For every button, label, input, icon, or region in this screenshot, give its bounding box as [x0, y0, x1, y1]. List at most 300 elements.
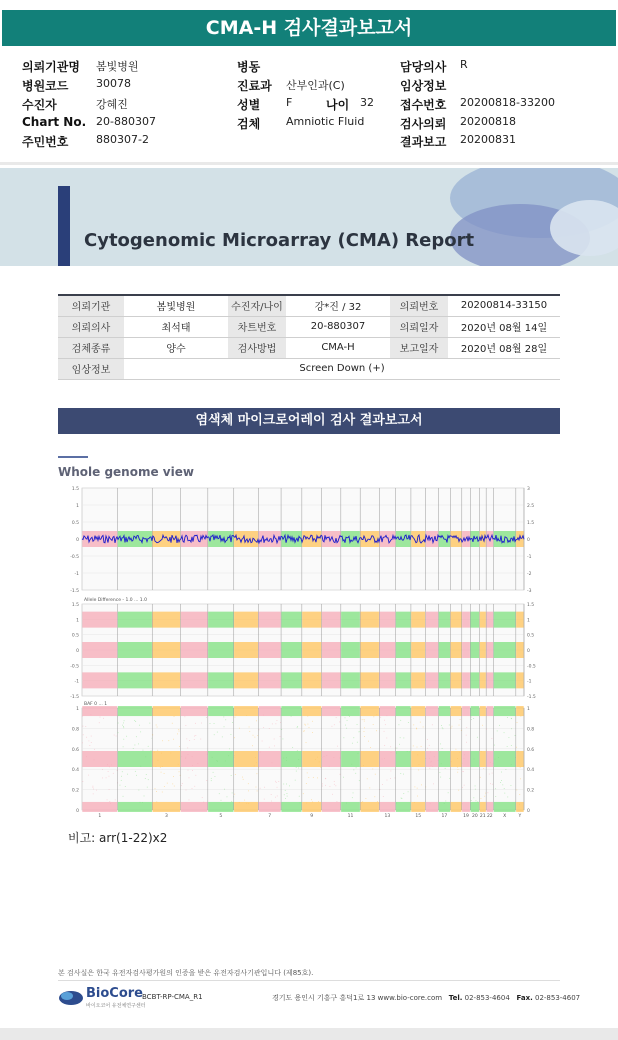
data-point: [329, 766, 330, 767]
section-heading: 염색체 마이크로어레이 검사 결과보고서: [58, 408, 560, 434]
data-point: [307, 716, 308, 717]
data-point: [372, 769, 373, 770]
data-point: [83, 726, 84, 727]
data-point: [322, 786, 323, 787]
info-value: 최석태: [124, 316, 228, 337]
divider: [0, 162, 618, 165]
data-point: [401, 798, 402, 799]
data-point: [90, 714, 91, 715]
data-band: [439, 612, 450, 628]
data-point: [125, 786, 126, 787]
y-tick-label: 0: [76, 538, 79, 543]
data-point: [161, 753, 162, 754]
data-band: [302, 751, 321, 767]
info-label: 의뢰기관: [58, 295, 124, 316]
data-point: [519, 794, 520, 795]
data-point: [376, 730, 377, 731]
data-point: [483, 768, 484, 769]
data-point: [83, 734, 84, 735]
data-band: [494, 751, 516, 767]
data-point: [352, 743, 353, 744]
data-point: [347, 720, 348, 721]
data-band: [281, 706, 301, 716]
data-point: [311, 799, 312, 800]
data-point: [334, 781, 335, 782]
data-point: [109, 766, 110, 767]
y2-tick-label: 3: [527, 487, 530, 492]
y2-tick-label: 0.8: [527, 727, 535, 733]
chromosome-label: X: [503, 814, 507, 819]
y2-tick-label: 0: [527, 649, 530, 654]
data-point: [124, 720, 125, 721]
data-band: [234, 642, 258, 658]
data-point: [217, 732, 218, 733]
info-value: 2020년 08월 28일: [448, 337, 560, 358]
data-band: [208, 706, 233, 716]
info-value: 2020년 08월 14일: [448, 316, 560, 337]
data-point: [317, 757, 318, 758]
data-point: [427, 739, 428, 740]
data-point: [287, 796, 288, 797]
data-point: [322, 783, 323, 784]
header-label: 검사의뢰: [400, 117, 447, 131]
data-point: [315, 759, 316, 760]
data-point: [511, 728, 512, 729]
header-value: 32: [360, 96, 374, 109]
data-point: [358, 753, 359, 754]
data-point: [296, 767, 297, 768]
data-band: [82, 612, 117, 628]
data-point: [145, 756, 146, 757]
header-label: 수진자: [22, 98, 57, 112]
data-point: [486, 729, 487, 730]
data-point: [269, 747, 270, 748]
data-point: [287, 793, 288, 794]
data-point: [253, 735, 254, 736]
data-point: [325, 778, 326, 779]
data-point: [296, 771, 297, 772]
y-tick-label: -1.5: [70, 589, 79, 594]
data-point: [515, 735, 516, 736]
data-point: [243, 779, 244, 780]
data-point: [173, 739, 174, 740]
data-band: [302, 706, 321, 716]
data-point: [433, 783, 434, 784]
data-point: [499, 725, 500, 726]
data-point: [390, 778, 391, 779]
data-point: [135, 721, 136, 722]
data-point: [155, 766, 156, 767]
tel-label: Tel.: [448, 994, 463, 1002]
data-point: [421, 784, 422, 785]
data-point: [457, 758, 458, 759]
data-point: [133, 748, 134, 749]
data-point: [276, 782, 277, 783]
data-point: [334, 784, 335, 785]
data-point: [380, 717, 381, 718]
data-point: [208, 752, 209, 753]
data-point: [262, 741, 263, 742]
data-point: [248, 783, 249, 784]
data-point: [106, 777, 107, 778]
data-point: [93, 789, 94, 790]
data-band: [411, 612, 425, 628]
data-point: [511, 785, 512, 786]
data-point: [475, 786, 476, 787]
header-value: 880307-2: [96, 133, 149, 146]
data-point: [118, 723, 119, 724]
data-band: [341, 706, 360, 716]
data-point: [337, 801, 338, 802]
data-band: [281, 802, 301, 812]
data-band: [516, 706, 524, 716]
data-band: [360, 642, 378, 658]
document-code: BCBT-RP-CMA_R1: [142, 993, 203, 1001]
data-band: [396, 642, 411, 658]
data-point: [286, 760, 287, 761]
bottom-band: [0, 1028, 618, 1040]
data-band: [439, 706, 450, 716]
data-point: [353, 737, 354, 738]
data-band: [516, 642, 524, 658]
data-band: [380, 672, 396, 688]
data-point: [206, 717, 207, 718]
data-band: [380, 706, 396, 716]
data-point: [257, 791, 258, 792]
data-point: [418, 770, 419, 771]
data-point: [305, 725, 306, 726]
data-band: [208, 751, 233, 767]
data-point: [458, 790, 459, 791]
data-point: [162, 740, 163, 741]
data-point: [234, 737, 235, 738]
data-band: [480, 751, 486, 767]
data-point: [154, 752, 155, 753]
patient-header: [0, 52, 618, 162]
data-point: [400, 737, 401, 738]
data-point: [308, 777, 309, 778]
data-point: [255, 757, 256, 758]
logo-name: BioCore: [86, 986, 143, 1001]
data-point: [343, 737, 344, 738]
data-point: [91, 742, 92, 743]
data-band: [281, 751, 301, 767]
data-point: [192, 765, 193, 766]
data-band: [480, 672, 486, 688]
data-band: [439, 751, 450, 767]
data-band: [411, 706, 425, 716]
data-point: [225, 719, 226, 720]
data-band: [259, 672, 281, 688]
data-point: [351, 764, 352, 765]
data-point: [254, 737, 255, 738]
data-point: [511, 718, 512, 719]
data-point: [214, 734, 215, 735]
data-band: [486, 706, 493, 716]
data-point: [501, 780, 502, 781]
data-point: [432, 724, 433, 725]
info-value: 20-880307: [286, 316, 390, 337]
whole-genome-title: Whole genome view: [58, 465, 194, 479]
data-point: [429, 758, 430, 759]
y2-tick-label: 0: [527, 538, 530, 543]
data-point: [212, 757, 213, 758]
info-value: CMA-H: [286, 337, 390, 358]
data-band: [486, 612, 493, 628]
data-point: [235, 774, 236, 775]
data-point: [451, 761, 452, 762]
data-point: [263, 715, 264, 716]
data-point: [156, 802, 157, 803]
info-label: 차트번호: [228, 316, 286, 337]
data-point: [364, 731, 365, 732]
data-point: [516, 790, 517, 791]
data-point: [142, 802, 143, 803]
data-point: [283, 784, 284, 785]
data-point: [298, 759, 299, 760]
info-label: 의뢰번호: [390, 295, 448, 316]
data-point: [495, 796, 496, 797]
data-point: [96, 790, 97, 791]
data-point: [369, 787, 370, 788]
data-point: [123, 796, 124, 797]
biocore-logo: [58, 986, 146, 1010]
data-point: [177, 734, 178, 735]
data-point: [429, 745, 430, 746]
y2-tick-label: -2: [527, 572, 532, 577]
y2-tick-label: 1: [527, 707, 530, 712]
data-point: [157, 750, 158, 751]
footer-divider: [58, 980, 560, 981]
data-point: [420, 722, 421, 723]
data-point: [156, 725, 157, 726]
data-point: [476, 800, 477, 801]
accreditation-note: 본 검사실은 한국 유전자검사평가원의 인증을 받은 유전자검사기관입니다 (제85호).: [58, 969, 314, 977]
data-point: [85, 726, 86, 727]
data-point: [254, 765, 255, 766]
data-point: [118, 732, 119, 733]
data-point: [86, 756, 87, 757]
data-band: [341, 612, 360, 628]
data-point: [143, 750, 144, 751]
data-point: [152, 734, 153, 735]
data-point: [229, 748, 230, 749]
whole-genome-plot: [60, 484, 546, 820]
data-point: [109, 801, 110, 802]
data-point: [356, 767, 357, 768]
data-point: [319, 761, 320, 762]
data-point: [336, 717, 337, 718]
data-point: [466, 727, 467, 728]
data-point: [234, 755, 235, 756]
data-point: [359, 780, 360, 781]
data-band: [208, 672, 233, 688]
data-band: [380, 612, 396, 628]
data-band: [396, 802, 411, 812]
data-band: [181, 672, 208, 688]
data-point: [149, 723, 150, 724]
data-point: [364, 736, 365, 737]
data-point: [343, 777, 344, 778]
data-point: [181, 785, 182, 786]
data-band: [118, 612, 152, 628]
data-point: [173, 776, 174, 777]
data-band: [462, 802, 470, 812]
data-point: [248, 803, 249, 804]
data-point: [511, 764, 512, 765]
header-label: 병동: [237, 60, 261, 74]
data-point: [242, 777, 243, 778]
data-point: [440, 744, 441, 745]
data-point: [326, 755, 327, 756]
data-point: [442, 727, 443, 728]
data-point: [413, 724, 414, 725]
data-point: [332, 726, 333, 727]
data-point: [444, 803, 445, 804]
info-row-clinical: [58, 358, 560, 379]
panel-label: BAF 0 ... 1: [84, 702, 108, 707]
data-point: [174, 786, 175, 787]
data-band: [480, 706, 486, 716]
y-tick-label: 1.5: [71, 603, 79, 608]
data-band: [462, 706, 470, 716]
chromosome-label: 20: [471, 814, 478, 819]
data-point: [126, 736, 127, 737]
data-point: [286, 784, 287, 785]
data-point: [442, 748, 443, 749]
data-point: [417, 796, 418, 797]
data-point: [257, 773, 258, 774]
data-point: [419, 764, 420, 765]
data-point: [246, 715, 247, 716]
y-tick-label: 0.5: [71, 521, 79, 526]
data-point: [303, 793, 304, 794]
data-point: [408, 722, 409, 723]
data-point: [386, 738, 387, 739]
data-point: [259, 766, 260, 767]
header-label: 검체: [237, 117, 261, 131]
data-point: [277, 720, 278, 721]
data-point: [430, 803, 431, 804]
data-point: [516, 747, 517, 748]
data-point: [345, 725, 346, 726]
data-point: [434, 756, 435, 757]
report-title: Cytogenomic Microarray (CMA) Report: [84, 230, 475, 251]
y-tick-label: 0.6: [71, 747, 79, 753]
data-band: [281, 672, 301, 688]
chromosome-label: 17: [441, 814, 448, 819]
data-point: [487, 792, 488, 793]
data-band: [302, 612, 321, 628]
data-band: [451, 706, 462, 716]
data-point: [181, 756, 182, 757]
data-band: [411, 802, 425, 812]
data-point: [520, 778, 521, 779]
data-point: [272, 724, 273, 725]
data-point: [228, 755, 229, 756]
data-band: [471, 672, 480, 688]
data-point: [523, 766, 524, 767]
data-point: [474, 759, 475, 760]
data-point: [82, 781, 83, 782]
data-band: [516, 751, 524, 767]
data-point: [138, 744, 139, 745]
data-point: [417, 788, 418, 789]
y-tick-label: -0.5: [70, 664, 79, 670]
header-value: 30078: [96, 77, 131, 90]
data-point: [211, 780, 212, 781]
data-band: [153, 751, 181, 767]
section-underline: [58, 456, 88, 458]
data-band: [153, 642, 181, 658]
y-tick-label: 1.5: [71, 487, 79, 492]
y-tick-label: -1: [74, 679, 79, 685]
data-band: [259, 642, 281, 658]
data-point: [362, 801, 363, 802]
data-point: [520, 767, 521, 768]
data-point: [355, 773, 356, 774]
data-point: [94, 749, 95, 750]
data-point: [232, 793, 233, 794]
data-point: [224, 789, 225, 790]
data-band: [396, 751, 411, 767]
panel-label: Allele Difference - 1.0 ... 1.0: [84, 598, 147, 603]
chromosome-label: Y: [518, 814, 522, 819]
data-point: [107, 764, 108, 765]
data-point: [346, 803, 347, 804]
data-point: [108, 771, 109, 772]
data-point: [403, 738, 404, 739]
data-point: [332, 794, 333, 795]
data-point: [195, 775, 196, 776]
info-row: [58, 295, 560, 316]
data-point: [471, 800, 472, 801]
data-point: [368, 741, 369, 742]
data-point: [256, 762, 257, 763]
data-point: [185, 725, 186, 726]
data-point: [236, 714, 237, 715]
data-point: [306, 742, 307, 743]
data-point: [307, 772, 308, 773]
remark-text: 비고: arr(1-22)x2: [68, 831, 168, 845]
data-band: [341, 751, 360, 767]
data-band: [471, 706, 480, 716]
data-point: [409, 751, 410, 752]
data-point: [473, 797, 474, 798]
chromosome-label: 3: [164, 814, 168, 819]
data-band: [494, 612, 516, 628]
data-point: [385, 724, 386, 725]
data-point: [306, 783, 307, 784]
data-point: [82, 742, 83, 743]
data-band: [181, 751, 208, 767]
data-point: [184, 716, 185, 717]
data-point: [160, 767, 161, 768]
data-band: [462, 672, 470, 688]
data-band: [480, 612, 486, 628]
data-point: [100, 717, 101, 718]
data-band: [451, 672, 462, 688]
data-point: [188, 770, 189, 771]
chromosome-label: 21: [479, 814, 486, 819]
y2-tick-label: 1: [527, 618, 530, 624]
data-point: [457, 767, 458, 768]
data-point: [275, 723, 276, 724]
data-point: [109, 776, 110, 777]
data-point: [492, 784, 493, 785]
data-point: [93, 786, 94, 787]
data-point: [322, 757, 323, 758]
